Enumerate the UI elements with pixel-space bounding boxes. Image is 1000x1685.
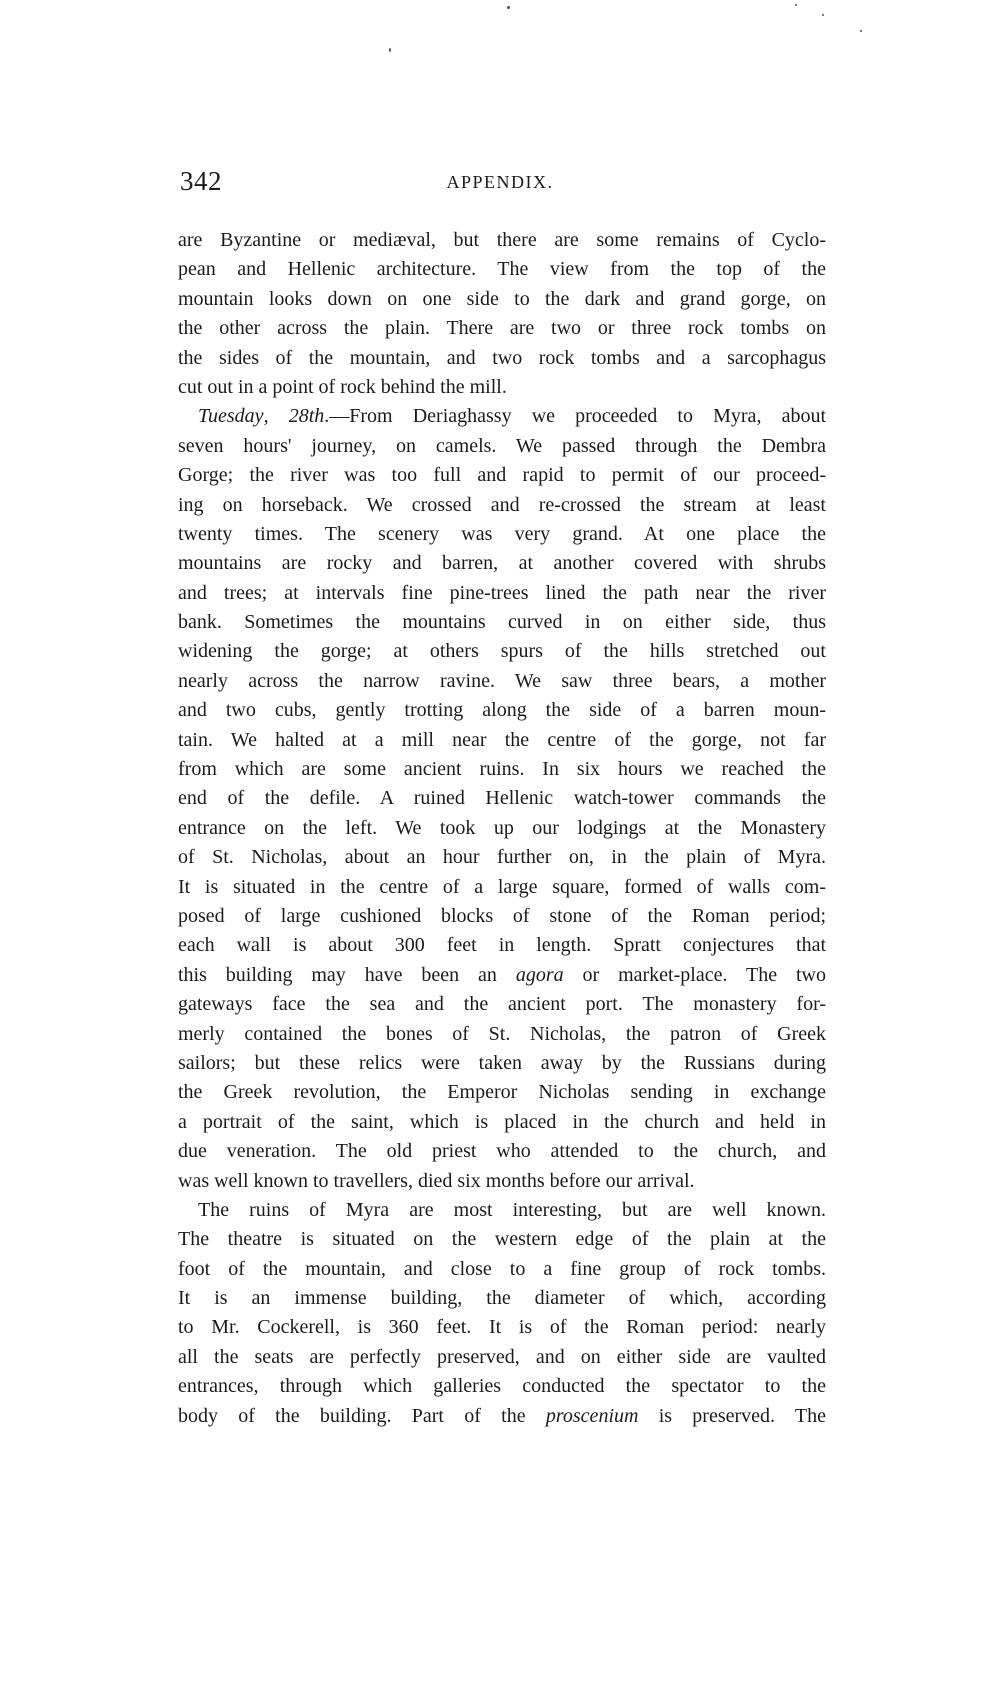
text-line: foot of the mountain, and close to a fine group of rock tombs.	[178, 1257, 826, 1280]
text-line: each wall is about 300 feet in length. Spratt conjectures that	[178, 934, 826, 957]
text-line: The ruins of Myra are most interesting, but are well known.	[198, 1198, 826, 1221]
body-text	[178, 226, 826, 1431]
text-line: twenty times. The scenery was very grand. At one place the	[178, 522, 826, 545]
text-line: It is situated in the centre of a large square, formed of walls com-	[178, 875, 826, 898]
text-line: and two cubs, gently trotting along the side of a barren moun-	[178, 699, 826, 722]
text-line: end of the defile. A ruined Hellenic watch-tower commands the	[178, 787, 826, 810]
text-line: merly contained the bones of St. Nicholas, the patron of Greek	[178, 1022, 826, 1045]
text-line: this building may have been an agora or market-place. The two	[178, 963, 826, 986]
text-line: the Greek revolution, the Emperor Nicholas sending in exchange	[178, 1081, 826, 1104]
text-line: cut out in a point of rock behind the mill.	[178, 375, 507, 398]
text-line: pean and Hellenic architecture. The view from the top of the	[178, 258, 826, 281]
text-line: ing on horseback. We crossed and re-crossed the stream at least	[178, 493, 826, 516]
ink-speck	[822, 14, 824, 16]
text-line: are Byzantine or mediæval, but there are some remains of Cyclo-	[178, 229, 826, 251]
text-line: the other across the plain. There are two or three rock tombs on	[178, 317, 826, 340]
text-line: and trees; at intervals fine pine-trees lined the path near the river	[178, 581, 826, 604]
text-line: It is an immense building, the diameter of which, according	[178, 1287, 826, 1310]
text-line: mountain looks down on one side to the dark and grand gorge, on	[178, 287, 826, 310]
page-header	[180, 166, 820, 202]
text-line: of St. Nicholas, about an hour further on, in the plain of Myra.	[178, 846, 826, 869]
ink-speck	[860, 30, 862, 32]
text-line: entrance on the left. We took up our lodgings at the Monastery	[178, 816, 826, 839]
italic-text: proscenium	[545, 1404, 639, 1427]
page-number: 342	[180, 166, 222, 196]
italic-text: agora	[515, 963, 564, 986]
text-line: to Mr. Cockerell, is 360 feet. It is of the Roman period: nearly	[178, 1316, 826, 1339]
text-line: from which are some ancient ruins. In six hours we reached the	[178, 758, 826, 781]
text-line: was well known to travellers, died six months before our arrival.	[178, 1169, 695, 1192]
text-line: the sides of the mountain, and two rock tombs and a sarcophagus	[178, 346, 826, 369]
running-head: APPENDIX.	[446, 172, 554, 192]
text-line: a portrait of the saint, which is placed in the church and held in	[178, 1110, 826, 1133]
text-line: all the seats are perfectly preserved, and on either side are vaulted	[178, 1345, 826, 1368]
text-line: tain. We halted at a mill near the centre of the gorge, not far	[178, 728, 826, 751]
ink-speck	[389, 48, 391, 52]
text-line: body of the building. Part of the proscenium is preserved. The	[178, 1404, 827, 1427]
ink-speck	[795, 4, 797, 6]
text-line: sailors; but these relics were taken away by the Russians during	[178, 1051, 826, 1074]
text-line: gateways face the sea and the ancient port. The monastery for-	[178, 993, 826, 1016]
text-line: due veneration. The old priest who attended to the church, and	[178, 1140, 826, 1163]
text-line: Tuesday, 28th.—From Deriaghassy we proceeded to Myra, about	[198, 405, 826, 428]
italic-text: Tuesday	[198, 405, 264, 428]
text-line: nearly across the narrow ravine. We saw three bears, a mother	[178, 669, 826, 692]
text-line: seven hours' journey, on camels. We passed through the Dembra	[178, 434, 826, 457]
italic-text: 28th	[288, 405, 325, 428]
text-line: mountains are rocky and barren, at another covered with shrubs	[178, 552, 826, 575]
ink-speck	[507, 6, 510, 9]
text-line: posed of large cushioned blocks of stone of the Roman period;	[178, 904, 826, 927]
text-line: entrances, through which galleries conducted the spectator to the	[178, 1375, 826, 1398]
text-line: bank. Sometimes the mountains curved in on either side, thus	[178, 611, 826, 634]
text-line: The theatre is situated on the western edge of the plain at the	[178, 1228, 826, 1251]
text-line: Gorge; the river was too full and rapid to permit of our proceed-	[178, 464, 826, 487]
text-line: widening the gorge; at others spurs of the hills stretched out	[178, 640, 826, 663]
